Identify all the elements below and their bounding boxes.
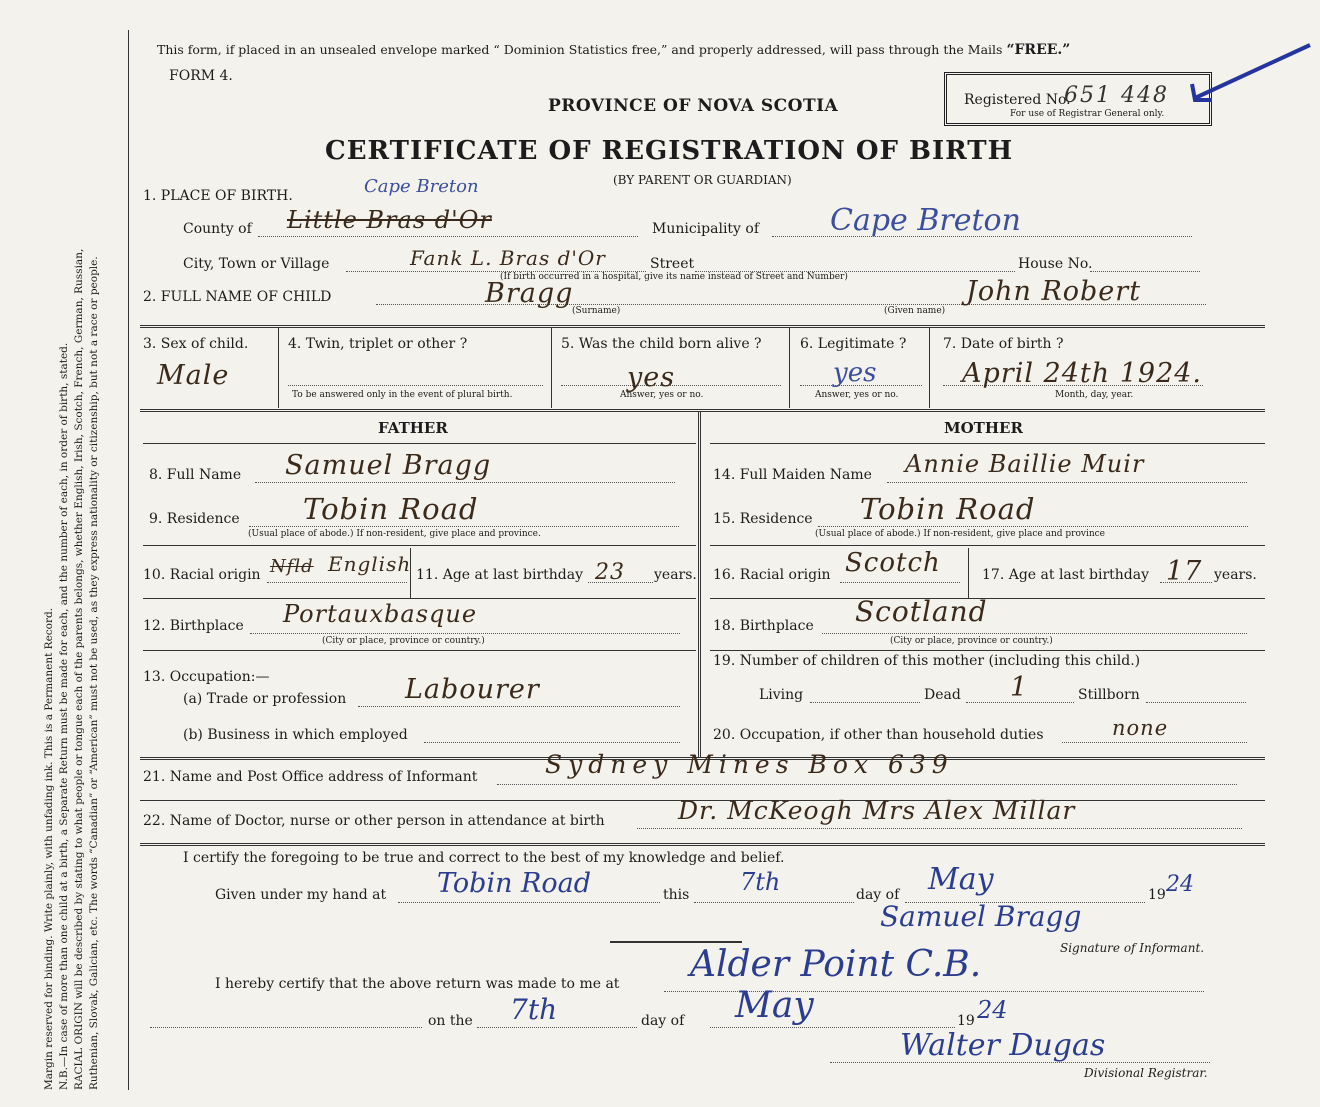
- mother-race-label: 16. Racial origin: [713, 567, 831, 583]
- father-name-value: Samuel Bragg: [285, 450, 492, 481]
- registered-box: [944, 72, 1212, 126]
- county-struck-value: Little Bras d'Or: [287, 206, 492, 234]
- child-given-name: John Robert: [966, 276, 1142, 307]
- certify-statement: I certify the foregoing to be true and correct to the best of my knowledge and belief.: [183, 850, 785, 866]
- legitimate-note: Answer, yes or no.: [815, 390, 899, 400]
- registered-label: Registered No.: [964, 92, 1071, 108]
- father-heading: FATHER: [378, 419, 448, 437]
- this-label: this: [663, 887, 690, 903]
- postal-notice-text: This form, if placed in an unsealed envelope marked “ Dominion Statistics free,” and properly addressed, will pass through the Mails: [157, 42, 1003, 57]
- house-label: House No.: [1018, 256, 1093, 272]
- mother-occupation-value: none: [1112, 716, 1169, 740]
- day-of-label: day of: [856, 887, 900, 903]
- registered-number: 651 448: [1064, 83, 1169, 108]
- year-prefix: 19: [1148, 887, 1166, 903]
- county-label: County of: [183, 221, 252, 237]
- mother-race-value: Scotch: [845, 548, 941, 578]
- municipality-value: Cape Breton: [830, 203, 1021, 238]
- children-label: 19. Number of children of this mother (including this child.): [713, 653, 1141, 669]
- father-birthplace-note: (City or place, province or country.): [322, 636, 485, 646]
- on-the-label: on the: [428, 1013, 473, 1029]
- attendant-label: 22. Name of Doctor, nurse or other person in attendance at birth: [143, 813, 605, 829]
- father-occupation-label: 13. Occupation:—: [143, 669, 270, 685]
- mother-birthplace-note: (City or place, province or country.): [890, 636, 1053, 646]
- mother-residence-value: Tobin Road: [860, 492, 1036, 526]
- registrar-statement: I hereby certify that the above return was made to me at: [215, 976, 620, 992]
- registrar-year: 24: [977, 996, 1008, 1024]
- city-label: City, Town or Village: [183, 256, 330, 272]
- mother-birthplace-value: Scotland: [855, 595, 988, 628]
- alive-label: 5. Was the child born alive ?: [561, 336, 762, 352]
- living-label: Living: [759, 687, 804, 703]
- mother-residence-label: 15. Residence: [713, 511, 813, 527]
- dob-value: April 24th 1924.: [962, 358, 1203, 389]
- given-day: 7th: [740, 868, 781, 896]
- margin-note-2: N.B.—In case of more than one child at a birth, a Separate Return must be made for each, and the number of each, in order of birth, stated.: [58, 342, 70, 1090]
- margin-notes: [42, 249, 102, 1090]
- certificate-subtitle: (BY PARENT OR GUARDIAN): [613, 173, 792, 187]
- attendant-value: Dr. McKeogh Mrs Alex Millar: [678, 796, 1076, 825]
- checkmark-arrow-icon: [1190, 40, 1315, 110]
- margin-rule: [128, 30, 129, 1090]
- street-label: Street: [650, 256, 695, 272]
- father-age-unit: years.: [654, 567, 697, 583]
- given-place: Tobin Road: [437, 868, 592, 899]
- given-month: May: [928, 862, 994, 897]
- business-label: (b) Business in which employed: [183, 727, 408, 743]
- father-residence-note: (Usual place of abode.) If non-resident, give place and province.: [248, 529, 541, 539]
- father-residence-value: Tobin Road: [303, 492, 479, 526]
- margin-note-1: Margin reserved for binding. Write plainly, with unfading ink. This is a Permanent Record.: [43, 607, 55, 1090]
- mother-name-value: Annie Baillie Muir: [905, 450, 1145, 478]
- registrar-day-of-label: day of: [641, 1013, 685, 1029]
- legitimate-label: 6. Legitimate ?: [800, 336, 907, 352]
- given-year: 24: [1166, 872, 1194, 897]
- mother-occupation-label: 20. Occupation, if other than household duties: [713, 727, 1044, 743]
- surname-caption: (Surname): [572, 306, 621, 316]
- margin-note-3: RACIAL ORIGIN will be described by stating to what people or tongue each of the parents belongs, whether English, Irish, Scotch, French, German, Russian,: [73, 248, 85, 1090]
- alive-note: Answer, yes or no.: [620, 390, 704, 400]
- registrar-note: For use of Registrar General only.: [1010, 109, 1165, 119]
- informant-label: 21. Name and Post Office address of Informant: [143, 769, 478, 785]
- father-residence-label: 9. Residence: [149, 511, 240, 527]
- dead-value: 1: [1010, 672, 1029, 703]
- alive-value: yes: [627, 362, 676, 393]
- mother-age-value: 17: [1166, 556, 1203, 587]
- father-age-value: 23: [595, 560, 625, 585]
- registrar-caption: Divisional Registrar.: [1084, 1066, 1208, 1080]
- mother-age-label: 17. Age at last birthday: [982, 567, 1150, 583]
- postal-notice-free: “FREE.”: [1006, 42, 1071, 58]
- child-surname: Bragg: [485, 278, 574, 309]
- father-birthplace-value: Portauxbasque: [283, 600, 478, 628]
- signature-caption: Signature of Informant.: [1060, 941, 1205, 955]
- registrar-signature: Walter Dugas: [900, 1028, 1106, 1063]
- margin-note-4: Ruthenian, Slovak, Galician, etc. The words “Canadian” or “American” must not be used, as they express nationality or citizenship, but not a race or people.: [88, 256, 100, 1090]
- registrar-month: May: [735, 985, 814, 1026]
- certificate-title: CERTIFICATE OF REGISTRATION OF BIRTH: [325, 136, 1014, 166]
- mother-residence-note: (Usual place of abode.) If non-resident, give place and province: [815, 529, 1106, 539]
- place-label: 1. PLACE OF BIRTH.: [143, 188, 293, 204]
- twin-note: To be answered only in the event of plural birth.: [292, 390, 513, 400]
- mother-birthplace-label: 18. Birthplace: [713, 618, 814, 634]
- hospital-note: (If birth occurred in a hospital, give its name instead of Street and Number): [500, 272, 848, 282]
- father-age-label: 11. Age at last birthday: [416, 567, 584, 583]
- registrar-place: Alder Point C.B.: [690, 944, 982, 985]
- mother-name-label: 14. Full Maiden Name: [713, 467, 872, 483]
- dob-note: Month, day, year.: [1055, 390, 1134, 400]
- dead-label: Dead: [924, 687, 961, 703]
- dob-label: 7. Date of birth ?: [943, 336, 1064, 352]
- given-caption: (Given name): [884, 306, 946, 316]
- given-label: Given under my hand at: [215, 887, 387, 903]
- trade-value: Labourer: [405, 674, 540, 705]
- postal-notice: [157, 42, 1070, 58]
- father-birthplace-label: 12. Birthplace: [143, 618, 244, 634]
- sex-label: 3. Sex of child.: [143, 336, 249, 352]
- father-name-label: 8. Full Name: [149, 467, 242, 483]
- mother-age-unit: years.: [1214, 567, 1257, 583]
- sex-value: Male: [157, 360, 230, 391]
- city-value: Fank L. Bras d'Or: [410, 246, 606, 270]
- form-number: FORM 4.: [169, 68, 233, 84]
- father-race-value: English: [328, 552, 412, 576]
- father-race-struck: Nfld: [270, 556, 314, 577]
- registrar-year-prefix: 19: [957, 1013, 975, 1029]
- legitimate-value: yes: [833, 358, 877, 388]
- child-name-label: 2. FULL NAME OF CHILD: [143, 289, 332, 305]
- registrar-day: 7th: [510, 993, 558, 1026]
- father-race-label: 10. Racial origin: [143, 567, 261, 583]
- informant-signature: Samuel Bragg: [880, 900, 1082, 933]
- mother-heading: MOTHER: [944, 419, 1023, 437]
- province-heading: PROVINCE OF NOVA SCOTIA: [548, 96, 839, 116]
- municipality-label: Municipality of: [652, 221, 760, 237]
- trade-label: (a) Trade or profession: [183, 691, 347, 707]
- county-value: Cape Breton: [364, 176, 479, 197]
- twin-label: 4. Twin, triplet or other ?: [288, 336, 468, 352]
- stillborn-label: Stillborn: [1078, 687, 1140, 703]
- informant-value: Sydney Mines Box 639: [545, 750, 954, 779]
